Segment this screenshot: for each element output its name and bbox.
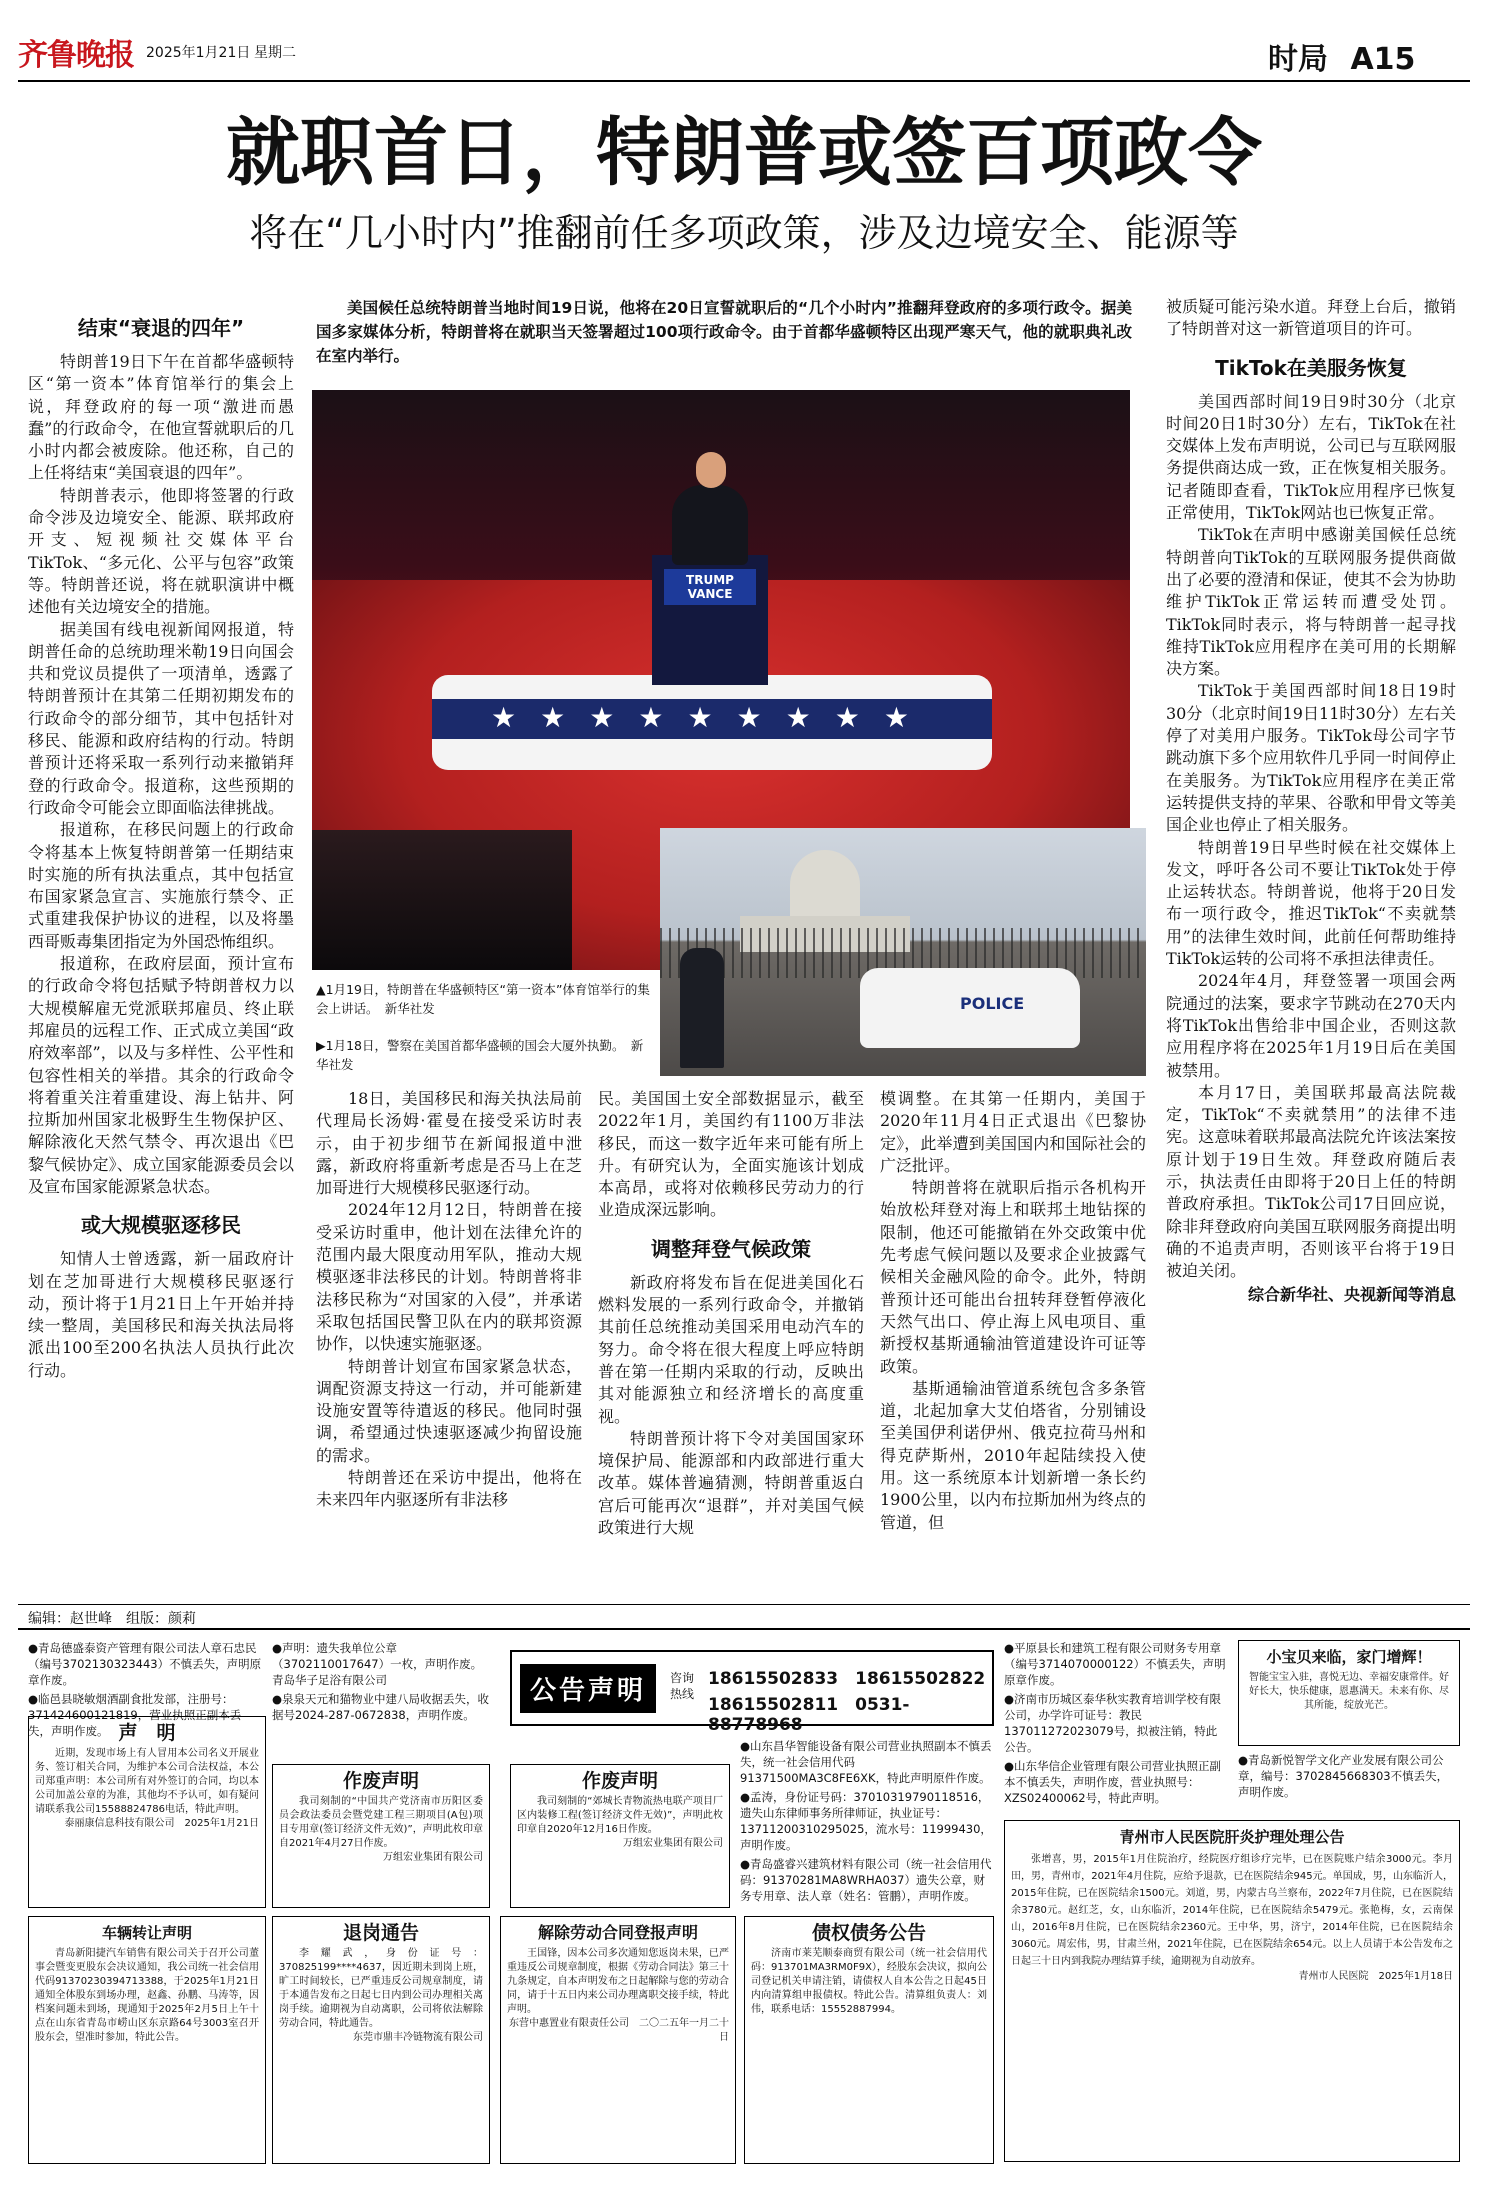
ad-title: 解除劳动合同登报声明 — [537, 1923, 698, 1942]
ad-body: 我司刻制的“中国共产党济南市历阳区委员会政法委员会暨党建工程三期项目(A包)项目专用章(签订经济文件无效)”，声明此枚印章自2021年4月27日作废。 — [279, 1796, 483, 1849]
paragraph: 特朗普19日早些时候在社交媒体上发文，呼吁各公司不要让TikTok处于停止运转状态。特朗普说，他将于20日发布一项行政令，推迟TikTok“不卖就禁用”的法律生效时间，此前任何帮助维持TikTok运转的公司将不承担法律责任。 — [1166, 837, 1456, 969]
ad-debt — [744, 1916, 994, 2164]
ad-title: 车辆转让声明 — [101, 1924, 192, 1942]
paragraph: 被质疑可能污染水道。拜登上台后，撤销了特朗普对这一新管道项目的许可。 — [1166, 297, 1456, 339]
subhead-tiktok: TikTok在美服务恢复 — [1215, 355, 1407, 380]
ad-signature: 万组宏业集团有限公司 — [383, 1852, 483, 1863]
paragraph: 2024年4月，拜登签署一项国会两院通过的法案，要求字节跳动在270天内将TikTok出售给非中国企业，否则这款应用程序将在2025年1月19日后在美国被禁用。 — [1166, 971, 1456, 1080]
ad-signature: 青州市人民医院 2025年1月18日 — [1298, 1971, 1453, 1982]
ad-baby — [1238, 1640, 1460, 1746]
paragraph: 特朗普预计将下令对美国国家环境保护局、能源部和内政部进行重大改革。媒体普遍猜测，特朗普重返白宫后可能再次“退群”，并对美国气候政策进行大规 — [598, 1428, 864, 1538]
ad-title: 退岗通告 — [342, 1922, 419, 1944]
ad-body: 济南市莱芜顺泰商贸有限公司（统一社会信用代码：913701MA3RM0F9X），经股东会决议，拟向公司登记机关申请注销，请债权人自本公告之日起45日内向清算组申报债权。特此公告。清算组负责人：刘伟，联系电话：15552887994。 — [751, 1948, 987, 2015]
notice-banner — [510, 1650, 994, 1735]
paragraph: 本月17日，美国联邦最高法院裁定，TikTok“不卖就禁用”的法律不违宪。这意味着联邦最高法院允许该法案按原计划于19日生效。拜登政府随后表示，执法责任由即将于20日上任的特朗普政府承担。TikTok公司17日回应说，除非拜登政府向美国互联网服务商提出明确的不追责声明，否则该平台将于19日被迫关闭。 — [1166, 1082, 1456, 1281]
masthead: 齐鲁晚报 — [18, 38, 134, 73]
paragraph: 报道称，在政府层面，预计宣布的行政命令将包括赋予特朗普权力以大规模解雇无党派联邦雇员、终止联邦雇员的远程工作、正式成立美国“政府效率部”，以及与多样性、公平性和包容性相关的举措。其余的行政命令将着重关注着重建设、海上钻井、阿拉斯加州国家北极野生生物保护区、解除液化天然气禁令、再次退出《巴黎气候协定》、成立国家能源委员会以及宣布国家能源紧急状态。 — [28, 954, 294, 1196]
paragraph: TikTok在声明中感谢美国候任总统特朗普向TikTok的互联网服务提供商做出了必要的澄清和保证，使其不会为协助维护TikTok正常运转而遭受处罚。TikTok同时表示，将与特朗普一起寻找维持TikTok应用程序在美可用的长期解决方案。 — [1166, 525, 1456, 679]
paragraph: 知情人士曾透露，新一届政府计划在芝加哥进行大规模移民驱逐行动，预计将于1月21日上午开始并持续一整周，美国移民和海关执法局将派出100至200名执法人员执行此次行动。 — [28, 1249, 294, 1380]
ad-vehicle — [28, 1916, 266, 2164]
caption-photo2: ▶1月18日，警察在美国首都华盛顿的国会大厦外执勤。 新华社发 — [316, 1038, 644, 1072]
capitol-dome — [790, 850, 860, 920]
crowd — [312, 830, 572, 970]
classified-notice: ●青岛盛睿兴建筑材料有限公司（统一社会信用代码：91370281MA8WRHA037）遗失公章，财务专用章、法人章（姓名：管鹏），声明作废。 — [740, 1857, 992, 1903]
hotline-1: 18615502833 18615502822 — [708, 1669, 986, 1689]
paragraph: 民。美国国土安全部数据显示，截至2022年1月，美国约有1100万非法移民，而这一数字近年来可能有所上升。有研究认为，全面实施该计划成本高昂，或将对依赖移民劳动力的行业造成深远影响。 — [598, 1089, 864, 1220]
ad-signature: 万组宏业集团有限公司 — [623, 1838, 723, 1849]
classified-notice: ●临邑县晓敏烟酒副食批发部，注册号：371424600121819，营业执照正副本丢失，声明作废。 — [28, 1692, 242, 1738]
ad-title: 作废声明 — [581, 1770, 658, 1792]
issue-weekday: 星期二 — [254, 45, 296, 61]
headline: 就职首日，特朗普或签百项政令 — [226, 110, 1262, 196]
ad-block-2 — [272, 1640, 492, 1726]
subhead-recession: 结束“衰退的四年” — [77, 316, 245, 340]
classified-notice: ●孟涛，身份证号码：37010319790118516，遗失山东律师事务所律师证，执业证号：13711200310295025，流水号：11999430，声明作废。 — [740, 1790, 992, 1852]
ad-statement — [28, 1716, 266, 1908]
ad-title: 声 明 — [118, 1722, 176, 1744]
paragraph: 特朗普将在就职后指示各机构开始放松拜登对海上和联邦土地钻探的限制，他还可能撤销在外交政策中优先考虑气候问题以及要求企业披露气候相关金融风险的命令。此外，特朗普预计还可能出台扭转拜登暂停液化天然气出口、停止海上风电项目、重新授权基斯通输油管道建设许可证等政策。 — [880, 1178, 1146, 1376]
ad-title: 小宝贝来临，家门增辉！ — [1266, 1648, 1432, 1666]
police-car — [860, 968, 1080, 1048]
ad-title: 债权债务公告 — [811, 1922, 926, 1944]
ad-signature: 泰丽康信息科技有限公司 2025年1月21日 — [64, 1818, 259, 1829]
subhead-climate: 调整拜登气候政策 — [651, 1236, 811, 1261]
stars: ★★★★★★★★★ — [491, 701, 933, 734]
paragraph: 报道称，在移民问题上的行政命令将基本上恢复特朗普第一任期结束时实施的所有执法重点，其中包括宣布国家紧急宣言、实施旅行禁令、正式重建我保护协议的进程，以及将墨西哥贩毒集团指定为外国恐怖组织。 — [28, 820, 294, 951]
ad-body: 青岛新阳捷汽车销售有限公司关于召开公司董事会暨变更股东会决议通知，我公司统一社会信用代码91370230394713388，于2025年1月21日通知全体股东到场办理，赵鑫、孙鹏、马涛等，因档案问题未到场，现通知于2025年2月5日上午十点在山东省青岛市崂山区东京路64号3003室召开股东会，望准时参加，特此公告。 — [35, 1948, 259, 2043]
hotline-2: 18615502811 0531-88778968 — [708, 1695, 910, 1735]
page-number: A15 — [1350, 42, 1416, 77]
stage-stars-banner — [432, 675, 992, 770]
police-label: POLICE — [960, 994, 1025, 1013]
speaker-figure — [672, 485, 748, 565]
issue-date: 2025年1月21日 — [146, 45, 251, 61]
ad-body: 李耀武，身份证号：370825199****4637，因近期未到岗上班，旷工时间较长，已严重违反公司规章制度，请于本通告发布之日起七日内到公司办理相关离岗手续。逾期视为自动离职，公司将依法解除劳动合同，特此通告。 — [279, 1948, 483, 2029]
speaker-head — [696, 452, 726, 488]
column-2 — [316, 1088, 582, 1512]
classified-notice: ●泉泉天元和猫物业中建八局收据丢失，收据号2024-287-0672838，声明作废。 — [272, 1692, 490, 1722]
paragraph: 美国西部时间19日9时30分（北京时间20日1时30分）左右，TikTok在社交媒体上发布声明说，公司已与互联网服务提供商达成一致，正在恢复相关服务。记者随即查看，TikTok应用程序已恢复正常使用，TikTok网站也已恢复正常。 — [1166, 391, 1456, 523]
ads-rule — [18, 1628, 1470, 1630]
ad-signature: 东营中惠置业有限责任公司 二〇二五年一月二十日 — [509, 2018, 729, 2043]
subheadline: 将在“几小时内”推翻前任多项政策，涉及边境安全、能源等 — [249, 211, 1239, 255]
header-rule — [18, 80, 1470, 82]
ad-void-1 — [272, 1764, 490, 1908]
podium-sign: TRUMP VANCE — [664, 569, 756, 605]
source-line: 综合新华社、央视新闻等消息 — [1247, 1285, 1456, 1305]
column-3 — [598, 1088, 864, 1539]
paragraph: 特朗普表示，他即将签署的行政命令涉及边境安全、能源、联邦政府开支、短视频社交媒体平台TikTok、“多元化、公平与包容”政策等。特朗普还说，将在就职演讲中概述他有关边境安全的措施。 — [28, 485, 294, 617]
column-5 — [1166, 296, 1456, 1307]
paragraph: 基斯通输油管道系统包含多条管道，北起加拿大艾伯塔省，分别铺设至美国伊利诺伊州、俄克拉荷马州和得克萨斯州，2010年起陆续投入使用。这一系统原本计划新增一条长约1900公里，以内布拉斯加州为终点的管道，但 — [880, 1378, 1146, 1532]
ad-signature: 东莞市鼎丰冷链物流有限公司 — [353, 2032, 483, 2043]
section-name: 时局 — [1268, 42, 1328, 77]
column-4 — [880, 1088, 1146, 1534]
paragraph: 特朗普还在采访中提出，他将在未来四年内驱逐所有非法移 — [316, 1468, 582, 1510]
photo-capitol-police — [660, 828, 1146, 1076]
paragraph: 2024年12月12日，特朗普在接受采访时重申，他计划在法律允许的范围内最大限度动用军队，推动大规模驱逐非法移民的计划。特朗普将非法移民称为“对国家的入侵”，并承诺采取包括国民警卫队在内的联邦资源协作，以快速实施驱逐。 — [316, 1200, 582, 1354]
classified-notice: ●青岛新悦智学文化产业发展有限公司公章，编号：3702845668303不慎丢失，声明作废。 — [1238, 1753, 1449, 1799]
paragraph: 据美国有线电视新闻网报道，特朗普任命的总统助理米勒19日向国会共和党议员提供了一项清单，透露了特朗普预计在其第二任期初期发布的行政命令的部分细节，其中包括针对移民、能源和政府结构的行动。特朗普预计还将采取一系列行动来撤销拜登的行政命令。报道称，这些预期的行政命令可能会立即面临法律挑战。 — [28, 619, 294, 817]
ad-body: 近期，发现市场上有人冒用本公司名义开展业务、签订相关合同，为维护本公司合法权益，本公司郑重声明：本公司所有对外签订的合同，均以本公司加盖公章的为准，其他均不予认可，如有疑问请联系我公司15588824786电话，特此声明。 — [35, 1748, 259, 1815]
editor-credits: 编辑：赵世峰 组版：颜莉 — [28, 1611, 196, 1627]
paragraph: 18日，美国移民和海关执法局前代理局长汤姆·霍曼在接受采访时表示，由于初步细节在新闻报道中泄露，新政府将重新考虑是否马上在芝加哥进行大规模移民驱逐行动。 — [316, 1089, 582, 1198]
ad-dismissal — [272, 1916, 490, 2164]
classified-notice: ●山东华信企业管理有限公司营业执照正副本不慎丢失，声明作废，营业执照号：XZS02400062号，特此声明。 — [1004, 1759, 1222, 1805]
paragraph: TikTok于美国西部时间18日19时30分（北京时间19日11时30分）左右关停了对美用户服务。TikTok母公司字节跳动旗下多个应用软件几乎同一时间停止在美服务。为TikTok应用程序在美正常运转提供支持的苹果、谷歌和甲骨文等美国企业也停止了相关服务。 — [1166, 681, 1456, 835]
classified-notice: ●声明：遗失我单位公章（3702110017647）一枚，声明作废。 青岛华子足浴有限公司 — [272, 1641, 488, 1687]
caption-photo1: ▲1月19日，特朗普在华盛顿特区“第一资本”体育馆举行的集会上讲话。 新华社发 — [316, 982, 650, 1016]
paragraph: 特朗普计划宣布国家紧急状态，调配资源支持这一行动，并可能新建设施安置等待遣返的移民。他同时强调，希望通过快速驱逐减少拘留设施的需求。 — [316, 1356, 582, 1465]
classified-notice: ●平原县长和建筑工程有限公司财务专用章（编号3714070000122）不慎丢失，声明原章作废。 — [1004, 1641, 1226, 1687]
ad-labor — [500, 1916, 736, 2164]
paragraph: 特朗普19日下午在首都华盛顿特区“第一资本”体育馆举行的集会上说，拜登政府的每一项“激进而愚蠢”的行政命令，在他宣誓就职后的几小时内都会被废除。他还称，自己的上任将结束“美国衰退的四年”。 — [28, 352, 294, 483]
ad-body: 我司刻制的“郊城长青物流热电联产项目厂区内装修工程(签订经济文件无效)”，声明此枚印章自2020年12月16日作废。 — [517, 1796, 723, 1835]
subhead-deportation: 或大规模驱逐移民 — [81, 1213, 241, 1238]
lead-paragraph: 美国候任总统特朗普当地时间19日说，他将在20日宣誓就职后的“几个小时内”推翻拜登政府的多项行政令。据美国多家媒体分析，特朗普将在就职当天签署超过100项行政命令。由于首都华盛顿特区出现严寒天气，他的就职典礼改在室内举行。 — [316, 299, 1132, 365]
ad-block-4 — [740, 1738, 992, 1907]
column-1 — [28, 295, 294, 1382]
section-label — [1268, 34, 1415, 78]
footer-rule — [18, 1604, 1470, 1605]
ad-body: 智能宝宝入驻，喜悦无边、幸福安康常伴。好好长大，快乐健康，恩惠满天。未来有你、尽其所能，绽放光芒。 — [1249, 1672, 1449, 1711]
ad-title: 作废声明 — [342, 1770, 419, 1792]
paragraph: 新政府将发布旨在促进美国化石燃料发展的一系列行政命令，并撤销其前任总统推动美国采用电动汽车的努力。命令将在很大程度上呼应特朗普在第一任期内采取的行动，反映出其对能源独立和经济增长的高度重视。 — [598, 1272, 864, 1426]
ad-block-5 — [1004, 1640, 1228, 1809]
classified-notice: ●山东昌华智能设备有限公司营业执照副本不慎丢失，统一社会信用代码91371500MA3C8FE6XK，特此声明原件作废。 — [740, 1739, 992, 1785]
classified-notice: ●青岛德盛泰资产管理有限公司法人章石忠民（编号3702130323443）不慎丢失，声明原章作废。 — [28, 1641, 262, 1687]
ad-hospital — [1004, 1820, 1460, 2162]
paragraph: 模调整。在其第一任期内，美国于2020年11月4日正式退出《巴黎协定》，此举遭到美国国内和国际社会的广泛批评。 — [880, 1089, 1146, 1175]
officer — [680, 948, 724, 1068]
classified-notice: ●济南市历城区泰华秋实教育培训学校有限公司，办学许可证号：教民137011272023079号，拟被注销，特此公告。 — [1004, 1692, 1222, 1754]
ad-void-2 — [510, 1764, 730, 1908]
ad-title: 青州市人民医院肝炎护理处理公告 — [1119, 1828, 1345, 1846]
hotline-label: 咨询热线 — [670, 1671, 695, 1701]
ad-body: 张增喜，男，2015年1月住院治疗，经院医疗组诊疗完毕，已在医院账户结余3000元。李月田，男，青州市，2021年4月住院，应给予退款，已在医院结余945元。单国成，男，山东临沂人，2015年住院，已在医院结余1500元。刘道，男，内蒙古乌兰察布，2022年7月住院，已在医院结余3780元。赵红芝，女，山东临沂，2014年住院，已在医院结余5479元。张艳梅，女，云南保山，2016年8月住院，已在医院结余2360元。王中华，男，济宁，2014年住院，已在医院结余3060元。周宏伟，男，甘肃兰州，2021年住院，已在医院结余654元。以上人员请于本公告发布之日起三十日内到我院办理结算手续，逾期视为自动放弃。 — [1011, 1854, 1453, 1967]
ad-block-6 — [1238, 1752, 1458, 1803]
ad-body: 王国锋，因本公司多次通知您返岗未果，已严重违反公司规章制度，根据《劳动合同法》第三十九条规定，自本声明发布之日起解除与您的劳动合同，请于十五日内来公司办理离职交接手续，特此声明。 — [507, 1948, 729, 2015]
notice-title: 公告声明 — [520, 1664, 656, 1713]
podium — [652, 555, 768, 685]
